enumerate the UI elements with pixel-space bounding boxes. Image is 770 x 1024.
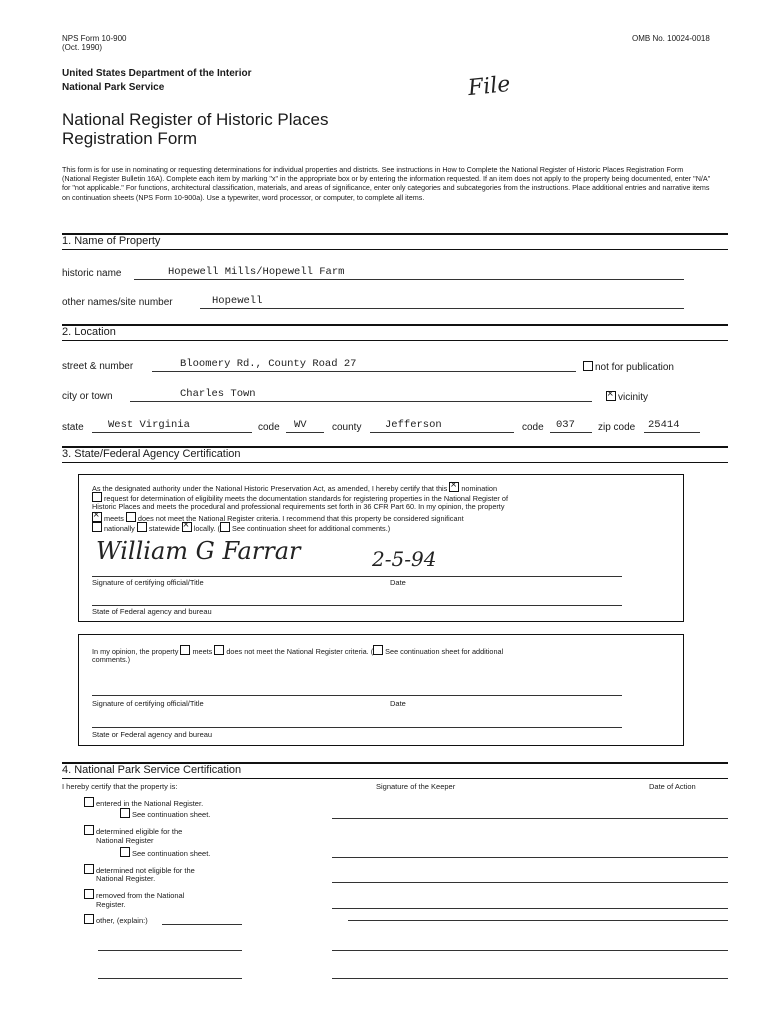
nationally-checkbox[interactable] — [92, 522, 102, 532]
street-underline — [152, 371, 576, 372]
state-value: West Virginia — [108, 419, 190, 431]
see-cont-label-2: See continuation sheet. — [132, 849, 211, 858]
agency-line — [92, 605, 622, 606]
determined-eligible-option[interactable] — [84, 825, 182, 836]
historic-name-value: Hopewell Mills/Hopewell Farm — [168, 266, 345, 278]
opinion-line — [92, 645, 503, 656]
agency-line-2 — [92, 727, 622, 728]
blank-line — [98, 978, 242, 979]
state-code-underline — [286, 432, 324, 433]
other-names-value: Hopewell — [212, 295, 263, 307]
cert-line-3: Historic Places and meets the procedural and professional requirements set forth in 36 CFR Part 60. In my opinion, the property — [92, 502, 505, 511]
opinion-text: In my opinion, the property — [92, 647, 179, 656]
agency-label: State of Federal agency and bureau — [92, 607, 212, 616]
section1-title: 1. Name of Property — [62, 235, 161, 247]
keeper-line-5 — [348, 920, 728, 921]
other-names-label: other names/site number — [62, 297, 173, 308]
keeper-signature-label: Signature of the Keeper — [376, 782, 456, 791]
removed-option[interactable] — [84, 889, 184, 900]
not-for-publication[interactable] — [583, 361, 674, 373]
nomination-checkbox[interactable] — [449, 482, 459, 492]
form-title-line1: National Register of Historic Places — [62, 110, 329, 129]
nationally-label: nationally — [104, 524, 135, 533]
see-cont-option-1[interactable] — [120, 808, 210, 819]
not-eligible-label-2: National Register. — [96, 874, 156, 883]
opinion-meets-checkbox[interactable] — [180, 645, 190, 655]
removed-label-2: Register. — [96, 900, 126, 909]
omb-number: OMB No. 10024-0018 — [632, 34, 710, 43]
section-rule — [62, 324, 728, 326]
not-eligible-checkbox[interactable] — [84, 864, 94, 874]
city-label: city or town — [62, 391, 113, 402]
intro-instructions: This form is for use in nominating or requesting determinations for individual properties and districts. See instructions in How to Complete the National Register of Historic Places Registration Form (National Register Bulletin 16A). Complete each item by marking "x" in the appropriate box or by entering the information requested. If an item does not apply to the property being documented, enter "N/A" for "not applicable." For functions, architectural classification, materials, and areas of significance, enter only categories and subcategories from the instructions. Place additional entries and narrative items on continuation sheets (NPS Form 10-900a). Use a typewriter, word processor, or computer, to complete all items. — [62, 165, 711, 202]
other-option[interactable] — [84, 914, 148, 925]
opinion-comments: comments.) — [92, 655, 131, 664]
section3-title: 3. State/Federal Agency Certification — [62, 448, 241, 460]
section-rule — [62, 249, 728, 250]
locally-label: locally. ( — [193, 524, 220, 533]
see-cont-checkbox-1[interactable] — [120, 808, 130, 818]
not-eligible-label: determined not eligible for the — [96, 866, 195, 875]
signature-line-2 — [92, 695, 622, 696]
city-value: Charles Town — [180, 388, 256, 400]
section-rule — [62, 778, 728, 779]
opinion-meets-label: meets — [192, 647, 213, 656]
vicinity[interactable] — [606, 391, 648, 403]
determined-eligible-checkbox[interactable] — [84, 825, 94, 835]
removed-checkbox[interactable] — [84, 889, 94, 899]
see-cont-option-2[interactable] — [120, 847, 210, 858]
date-of-action-label: Date of Action — [649, 782, 696, 791]
agency-label-2: State or Federal agency and bureau — [92, 730, 213, 739]
street-label: street & number — [62, 361, 134, 372]
request-determination-checkbox[interactable] — [92, 492, 102, 502]
vicinity-checkbox[interactable] — [606, 391, 616, 401]
does-not-meet-label: does not meet the National Register criteria. I recommend that this property be considered significant — [137, 514, 464, 523]
keeper-line-2 — [332, 857, 728, 858]
entered-checkbox[interactable] — [84, 797, 94, 807]
see-cont-checkbox-2[interactable] — [120, 847, 130, 857]
keeper-line-4 — [332, 908, 728, 909]
form-title-line2: Registration Form — [62, 129, 198, 148]
department: United States Department of the Interior — [62, 68, 252, 79]
state-underline — [92, 432, 252, 433]
zip-value: 25414 — [648, 419, 680, 431]
signature-line — [92, 576, 622, 577]
entered-label: entered in the National Register. — [96, 799, 204, 808]
section4-title: 4. National Park Service Certification — [62, 764, 242, 776]
form-date: (Oct. 1990) — [62, 43, 103, 52]
state-code-value: WV — [294, 419, 307, 431]
blank-line — [98, 950, 242, 951]
vicinity-label: vicinity — [618, 392, 649, 403]
statewide-label: statewide — [148, 524, 180, 533]
statewide-checkbox[interactable] — [137, 522, 147, 532]
other-checkbox[interactable] — [84, 914, 94, 924]
state-label: state — [62, 422, 84, 433]
other-explain-line — [162, 924, 242, 925]
zip-underline — [644, 432, 700, 433]
section-rule — [62, 340, 728, 341]
not-for-publication-label: not for publication — [595, 362, 674, 373]
date-label-2: Date — [390, 699, 406, 708]
handwritten-file-note: File — [466, 71, 512, 102]
county-code-label: code — [522, 422, 544, 433]
keeper-line-6 — [332, 950, 728, 951]
city-underline — [130, 401, 592, 402]
see-continuation-label: See continuation sheet for additional comments.) — [231, 524, 391, 533]
cert-text-2: request for determination of eligibility meets the documentation standards for registering properties in the National Register of — [104, 494, 508, 503]
keeper-line-3 — [332, 882, 728, 883]
date-label: Date — [390, 578, 406, 587]
section2-title: 2. Location — [62, 326, 116, 338]
opinion-continuation-checkbox[interactable] — [373, 645, 383, 655]
keeper-line-7 — [332, 978, 728, 979]
determined-eligible-label: determined eligible for the — [96, 827, 183, 836]
county-value: Jefferson — [385, 419, 442, 431]
see-cont-label-1: See continuation sheet. — [132, 810, 211, 819]
not-for-publication-checkbox[interactable] — [583, 361, 593, 371]
zip-label: zip code — [598, 422, 636, 433]
other-label: other, (explain:) — [96, 916, 148, 925]
meets-checkbox[interactable] — [92, 512, 102, 522]
opinion-see-label: See continuation sheet for additional — [385, 647, 504, 656]
state-code-label: code — [258, 422, 280, 433]
nomination-label: nomination — [461, 484, 498, 493]
continuation-checkbox[interactable] — [220, 522, 230, 532]
section-rule — [62, 233, 728, 235]
section-rule — [62, 462, 728, 463]
certification-date: 2-5-94 — [372, 547, 437, 571]
locally-checkbox[interactable] — [182, 522, 192, 532]
cert-line-5 — [92, 522, 390, 533]
signature-label-2: Signature of certifying official/Title — [92, 699, 204, 708]
other-names-underline — [200, 308, 684, 309]
form-id: NPS Form 10-900 — [62, 34, 127, 43]
signature-label: Signature of certifying official/Title — [92, 578, 204, 587]
does-not-meet-checkbox[interactable] — [126, 512, 136, 522]
service: National Park Service — [62, 82, 165, 93]
meets-label: meets — [104, 514, 124, 523]
removed-label: removed from the National — [96, 891, 185, 900]
historic-name-label: historic name — [62, 268, 122, 279]
county-label: county — [332, 422, 362, 433]
county-underline — [370, 432, 514, 433]
certifying-signature: William G Farrar — [96, 537, 301, 565]
opinion-not-meet-label: does not meet the National Register criteria. ( — [226, 647, 374, 656]
county-code-value: 037 — [556, 419, 575, 431]
entered-option[interactable] — [84, 797, 203, 808]
keeper-line-1 — [332, 818, 728, 819]
historic-name-underline — [134, 279, 684, 280]
opinion-not-meet-checkbox[interactable] — [214, 645, 224, 655]
county-code-underline — [550, 432, 592, 433]
cert-text-1: As the designated authority under the National Historic Preservation Act, as amended, I hereby certify that this — [92, 484, 448, 493]
certify-statement: I hereby certify that the property is: — [62, 782, 178, 791]
street-value: Bloomery Rd., County Road 27 — [180, 358, 357, 370]
determined-eligible-label-2: National Register — [96, 836, 154, 845]
